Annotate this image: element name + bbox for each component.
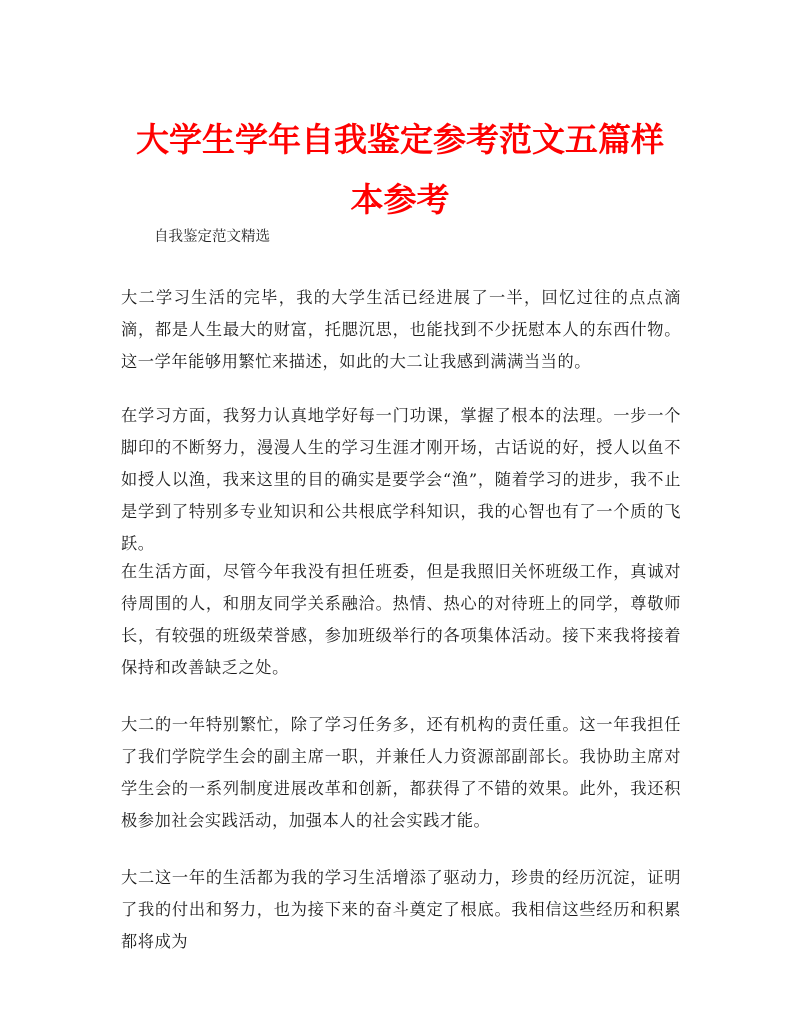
paragraph: 在学习方面，我努力认真地学好每一门功课，掌握了根本的法理。一步一个脚印的不断努力，漫漫人生的学习生涯才刚开场，古话说的好，授人以鱼不如授人以渔，我来这里的目的确实是要学会“渔”，随着学习的进步，我不止是学到了特别多专业知识和公共根底学科知识，我的心智也有了一个质的飞跃。 (121, 406, 681, 553)
document-subtitle: 自我鉴定范文精选 (154, 229, 270, 245)
document-title: 大学生学年自我鉴定参考范文五篇样本参考 (136, 120, 664, 219)
paragraph: 大二学习生活的完毕，我的大学生活已经进展了一半，回忆过往的点点滴滴，都是人生最大的财富，托腮沉思，也能找到不少抚慰本人的东西什物。这一学年能够用繁忙来描述，如此的大二让我感到满满当当的。 (121, 288, 681, 371)
paragraph: 大二的一年特别繁忙，除了学习任务多，还有机构的责任重。这一年我担任了我们学院学生会的副主席一职，并兼任人力资源部副部长。我协助主席对学生会的一系列制度进展改革和创新，都获得了不错的效果。此外，我还积极参加社会实践活动，加强本人的社会实践才能。 (121, 715, 681, 830)
paragraph: 在生活方面，尽管今年我没有担任班委，但是我照旧关怀班级工作，真诚对待周围的人，和朋友同学关系融洽。热情、热心的对待班上的同学，尊敬师长，有较强的班级荣誉感，参加班级举行的各项集体活动。接下来我将接着保持和改善缺乏之处。 (121, 562, 681, 677)
paragraph: 大二这一年的生活都为我的学习生活增添了驱动力，珍贵的经历沉淀，证明了我的付出和努力，也为接下来的奋斗奠定了根底。我相信这些经历和积累都将成为 (121, 868, 681, 951)
